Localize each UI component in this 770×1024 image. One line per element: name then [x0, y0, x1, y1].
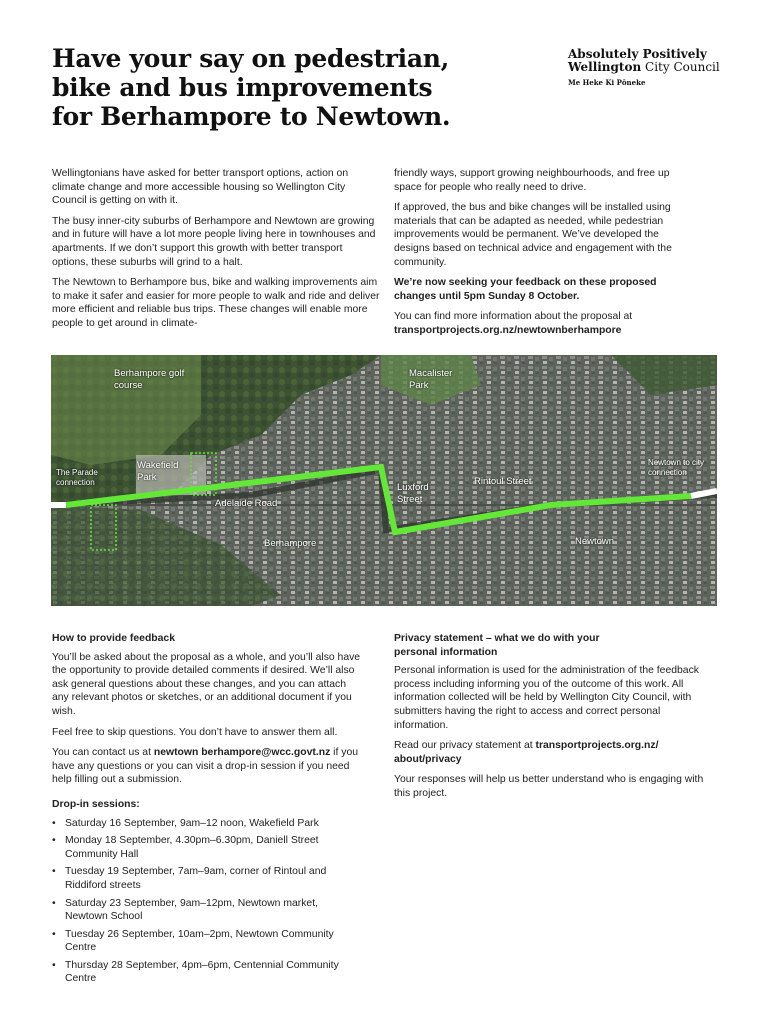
list-item: • Monday 18 September, 4.30pm–6.30pm, Daniell Street Community Hall [52, 834, 362, 861]
privacy-link[interactable]: transportprojects.org.nz/ about/privacy [394, 740, 659, 765]
page-title: Have your say on pedestrian, bike and bus improvements for Berhampore to Newtown. [52, 44, 451, 131]
privacy-link-text: Read our privacy statement at [394, 740, 536, 752]
map-label-rintoul-street: Rintoul Street [474, 476, 532, 487]
privacy-paragraph: Your responses will help us better understand who is engaging with this project. [394, 774, 704, 799]
map-label-wakefield-park: Wakefield Park [137, 460, 179, 483]
map-label-adelaide-road: Adelaide Road [215, 498, 278, 509]
intro-paragraph: Wellingtonians have asked for better transport options, action on climate change and more accessible housing so Wellington City Council is getting on with it. [52, 168, 349, 207]
contact-text-after: if you have any questions or you can visit a drop-in session if you need help filling out a submission. [52, 747, 359, 786]
intro-right-column [394, 167, 684, 338]
route-map [51, 355, 717, 606]
feedback-paragraph: Feel free to skip questions. You don’t have to answer them all. [52, 726, 338, 738]
logo-line1: Absolutely Positively [568, 47, 707, 61]
privacy-section [394, 632, 704, 808]
sessions-heading: Drop-in sessions: [52, 798, 140, 810]
project-link[interactable]: transportprojects.org.nz/newtownberhampore [394, 324, 622, 336]
list-item: • Tuesday 26 September, 10am–2pm, Newtown Community Centre [52, 928, 362, 955]
contact-email[interactable]: newtown berhampore@wcc.govt.nz [153, 747, 331, 759]
privacy-heading: Privacy statement – what we do with your personal information [394, 633, 600, 658]
intro-paragraph: If approved, the bus and bike changes will be installed using materials that can be adapted as needed, while pedestrian improvements would be permanent. We’ve developed the designs based on technical advice and engagement with the community. [394, 202, 672, 268]
map-label-berhampore: Berhampore [264, 538, 317, 549]
contact-text: You can contact us at [52, 747, 154, 759]
feedback-deadline: We’re now seeking your feedback on these proposed changes until 5pm Sunday 8 October. [394, 277, 657, 302]
list-item: • Thursday 28 September, 4pm–6pm, Centennial Community Centre [52, 959, 362, 986]
map-label-newtown-city-connection: Newtown to city connection [648, 458, 705, 477]
intro-paragraph: The busy inner-city suburbs of Berhampore and Newtown are growing and in future will have a lot more people living here in townhouses and apartments. If we don’t support this growth with better transport options, these suburbs will grind to a halt. [52, 215, 376, 268]
logo-line2 [568, 61, 738, 74]
privacy-link-paragraph [394, 739, 704, 766]
feedback-section [52, 632, 362, 990]
feedback-heading: How to provide feedback [52, 633, 175, 644]
intro-paragraph: The Newtown to Berhampore bus, bike and walking improvements aim to make it safer and easier for more people to walk and ride and deliver more efficient and reliable bus trips. These changes will enable more people to get around in climate- [52, 277, 380, 329]
logo-line2-rest: City Council [641, 60, 720, 74]
intro-left-column [52, 167, 380, 338]
contact-paragraph [52, 746, 362, 787]
feedback-paragraph: You’ll be asked about the proposal as a whole, and you’ll also have the opportunity to provide detailed comments if desired. We’ll also ask general questions about these changes, and you can attach any relevant photos or sketches, or an additional document if you wish. [52, 651, 361, 717]
logo-tagline: Me Heke Ki Pōneke [568, 78, 646, 87]
privacy-paragraph: Personal information is used for the administration of the feedback process including informing you of the outcome of this work. All information collected will be held by Wellington City Council, with submitters having the right to access and correct personal information. [394, 665, 699, 731]
list-item: • Tuesday 19 September, 7am–9am, corner of Rintoul and Riddiford streets [52, 865, 362, 892]
map-label-luxford-street: Luxford Street [397, 482, 429, 505]
council-logo [568, 48, 738, 87]
more-info [394, 310, 684, 337]
logo-line2-bold: Wellington [568, 60, 642, 74]
sessions-list [52, 817, 362, 987]
list-item: • Saturday 23 September, 9am–12pm, Newtown market, Newtown School [52, 897, 362, 924]
map-label-macalister-park: Macalister Park [409, 368, 453, 391]
map-label-golf-course: Berhampore golf course [114, 368, 185, 391]
list-item: • Saturday 16 September, 9am–12 noon, Wakefield Park [52, 817, 362, 831]
more-info-text: You can find more information about the proposal at [394, 311, 633, 323]
intro-paragraph: friendly ways, support growing neighbourhoods, and free up space for people who really need to drive. [394, 168, 670, 193]
map-label-newtown: Newtown [575, 536, 615, 547]
map-label-parade-connection: The Parade connection [56, 468, 98, 487]
